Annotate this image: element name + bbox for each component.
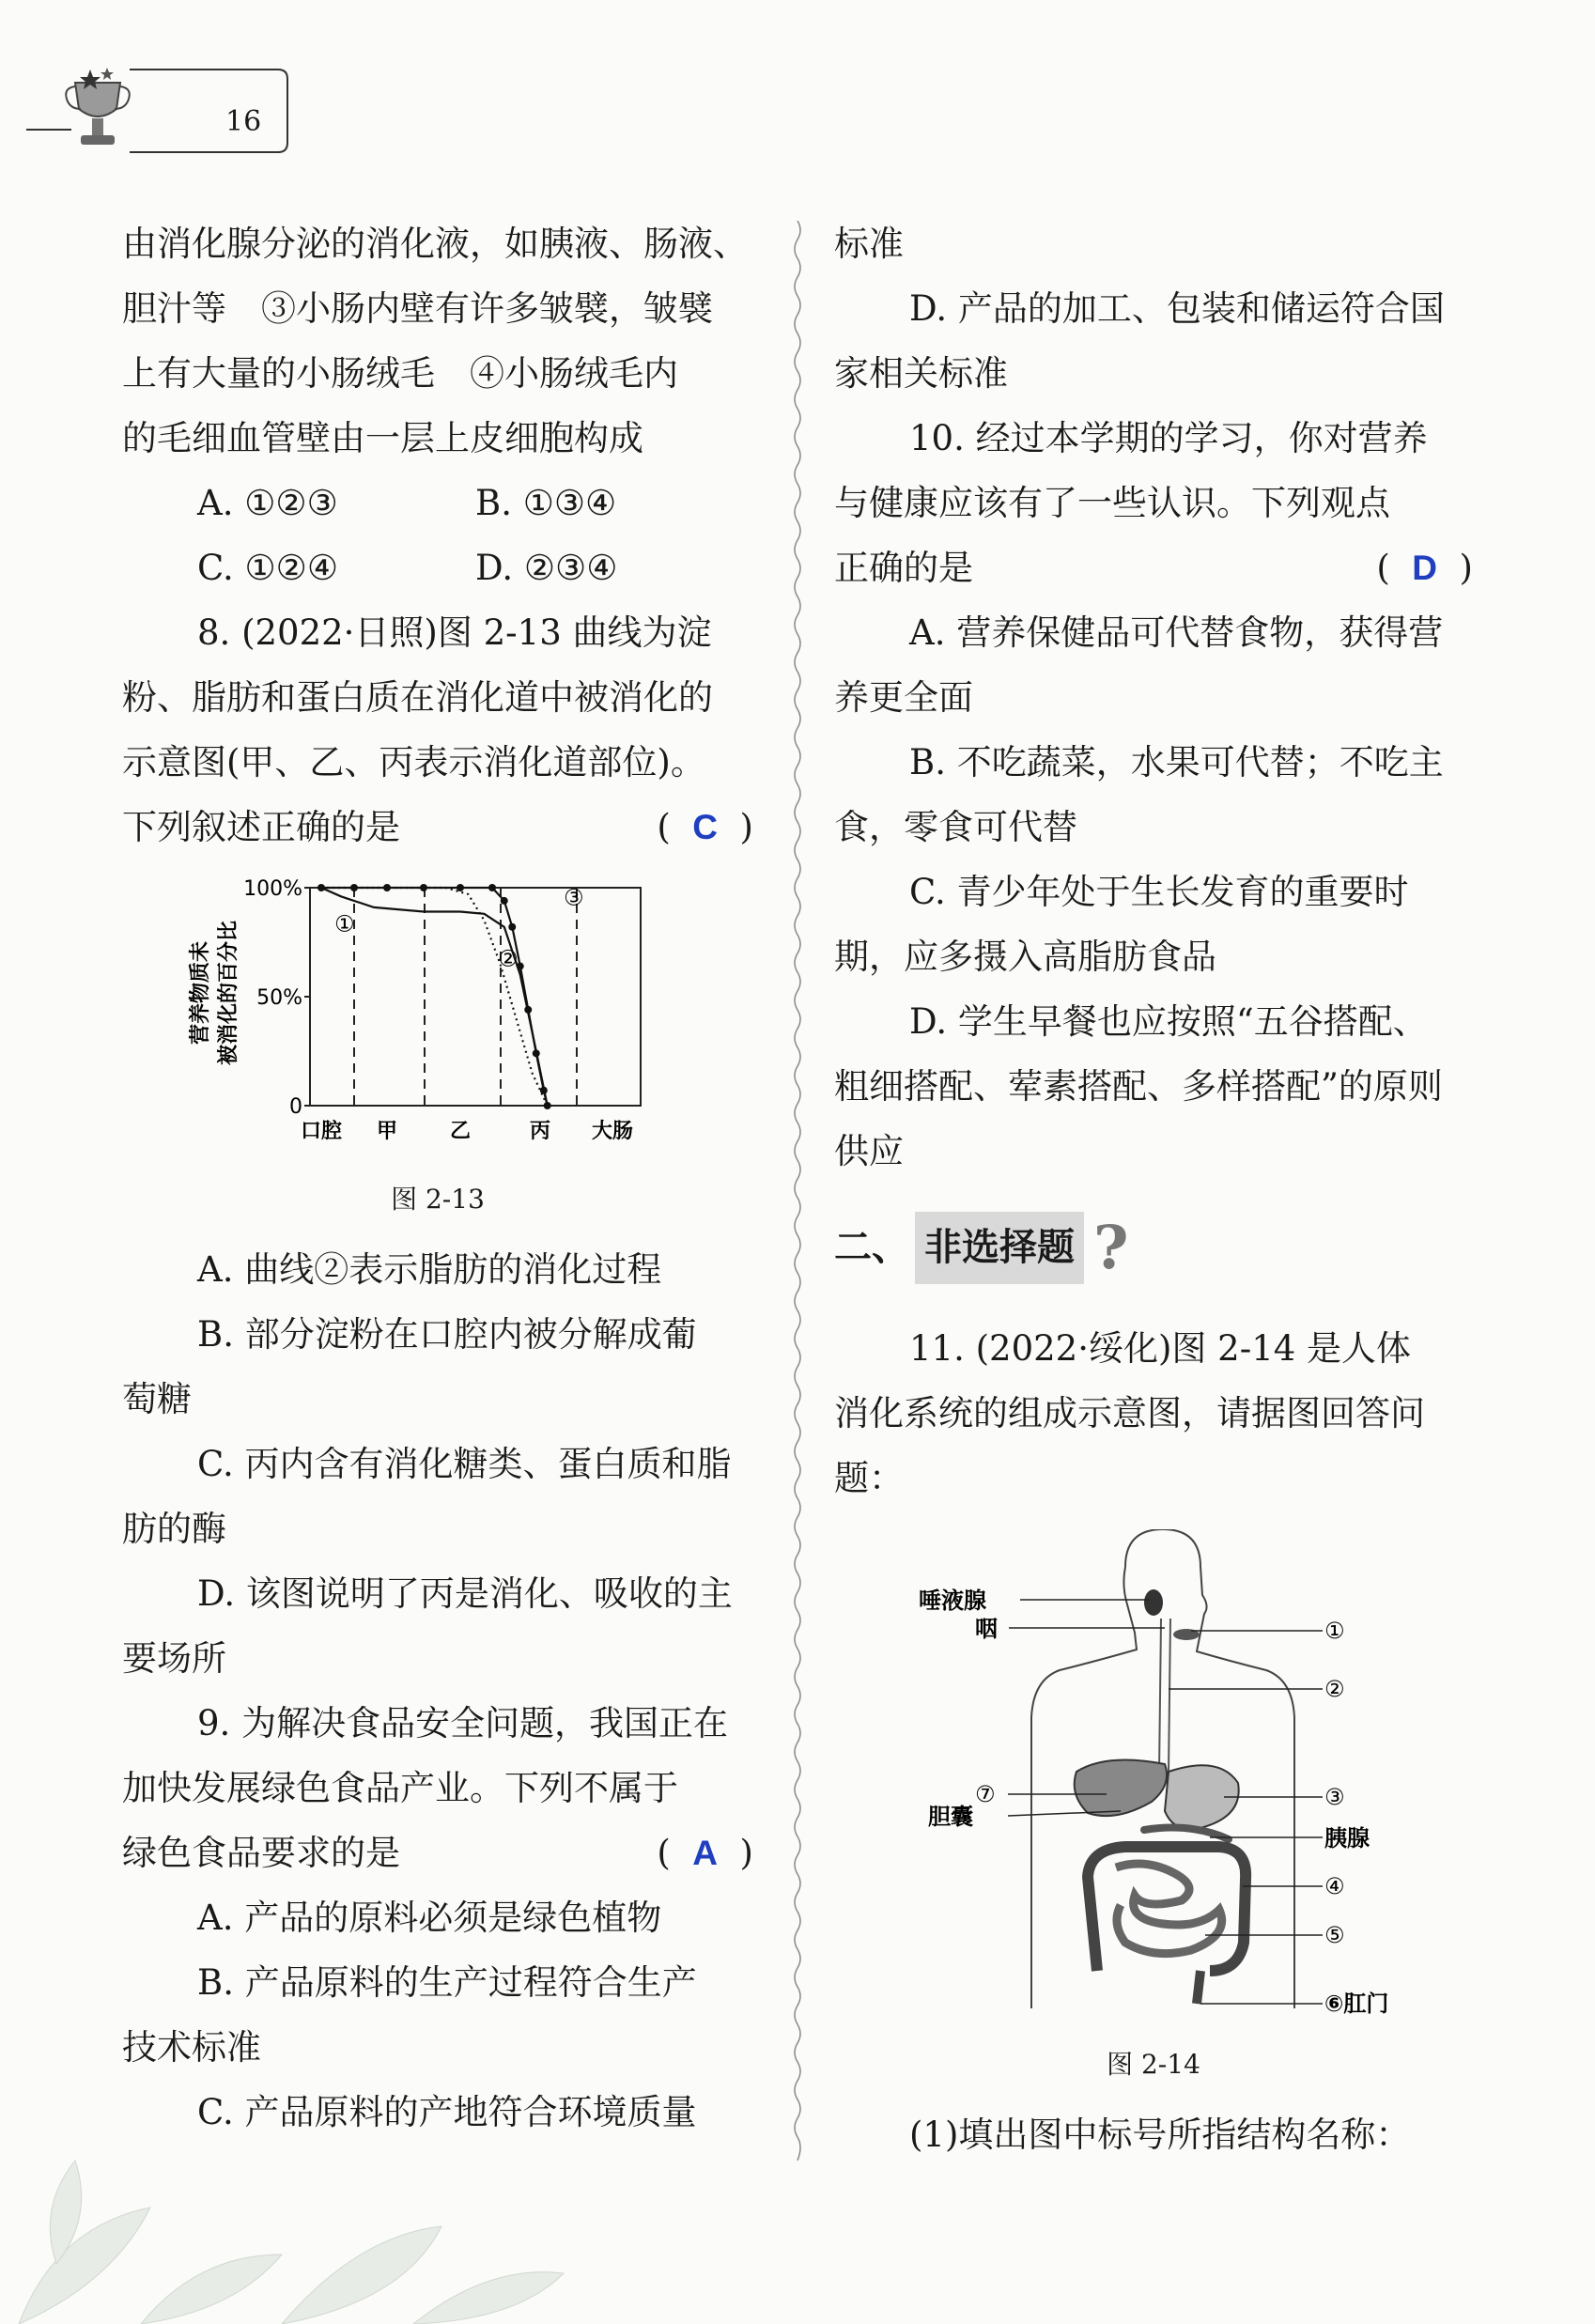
q9-option-b: B. 产品原料的生产过程符合生产 [197,1962,697,2003]
series-point [317,884,325,891]
label-salivary: 唾液腺 [919,1588,986,1614]
q10-option-a-cont: 养更全面 [834,677,973,718]
q8-option-c-cont: 肪的酶 [122,1509,226,1549]
q7-option-b: B. ①③④ [475,483,617,523]
label-3: ③ [1324,1784,1345,1810]
q7-options-row [122,471,753,535]
q8-option-c: C. 丙内含有消化糖类、蛋白质和脂 [197,1444,732,1484]
q10-answer: D [1412,549,1438,587]
q8-stem-last: 下列叙述正确的是 [122,807,400,847]
section-number: 二、 [834,1226,909,1269]
leaf-decoration [0,2151,582,2324]
series-point [457,884,464,891]
label-gallbladder: 胆囊 [928,1804,973,1830]
q8-option-b-cont: 萄糖 [122,1379,192,1419]
series-label: ② [498,945,519,972]
chart-frame [310,888,641,1106]
q9-answer-row [122,1820,753,1885]
chart-ylabel-line: 被消化的百分比 [217,920,240,1066]
label-4: ④ [1324,1873,1345,1899]
series-label: ① [334,910,355,937]
small-intestine [1116,1864,1222,1954]
q8-option-a: A. 曲线②表示脂肪的消化过程 [197,1249,662,1290]
series-line-2 [321,888,548,1106]
series-label: ③ [564,884,584,911]
label-6: ⑥肛门 [1324,1991,1389,2017]
q10-option-a: A. 营养保健品可代替食物，获得营 [909,612,1444,653]
chart-ylabel-line: 营养物质未 [189,940,212,1046]
label-5: ⑤ [1324,1922,1345,1948]
q9-option-a: A. 产品的原料必须是绿色植物 [197,1898,662,1938]
salivary-gland [1144,1589,1163,1616]
left-column [122,211,753,2145]
q11-subquestion-1: (1)填出图中标号所指结构名称： [909,2115,1411,2155]
page-number: 16 [225,105,262,138]
y-tick-label: 50% [256,986,302,1010]
q10-answer-paren: ( D ) [1376,548,1473,588]
question-mark-icon: ? [1093,1213,1129,1283]
q9-stem-line: 加快发展绿色食品产业。下列不属于 [122,1768,678,1808]
q9-option-c-cont: 标准 [834,224,904,264]
x-category-label: 大肠 [591,1120,634,1143]
x-category-label: 甲 [376,1120,398,1143]
figure-2-14 [919,1529,1473,2038]
figure-2-13-caption: 图 2-13 [391,1184,485,1215]
liver [1075,1760,1167,1817]
q10-stem-last: 正确的是 [834,548,973,588]
figure-2-13 [178,871,753,1173]
q10-option-b: B. 不吃蔬菜，水果可代替；不吃主 [909,742,1444,782]
q8-answer: C [692,808,719,846]
q10-option-d: D. 学生早餐也应按照“五谷搭配、 [909,1001,1428,1042]
series-point [488,884,496,891]
q8-option-d: D. 该图说明了丙是消化、吸收的主 [197,1573,733,1614]
q11-stem-line: 题： [834,1458,904,1498]
series-point [420,884,427,891]
label-pharynx: 咽 [975,1616,998,1642]
q7-option-a: A. ①②③ [197,483,338,523]
q9-option-d-cont: 家相关标准 [834,353,1008,394]
q9-answer: A [692,1834,719,1872]
section-title: 非选择题 [915,1212,1084,1284]
digestive-system-diagram [919,1529,1407,2018]
series-point [501,897,508,905]
q11-stem-line: 11. (2022·绥化)图 2-14 是人体 [909,1328,1412,1369]
q9-option-b-cont: 技术标准 [122,2027,261,2068]
q9-stem-line: 9. 为解决食品安全问题，我国正在 [197,1703,729,1743]
label-7: ⑦ [975,1781,996,1807]
label-1: ① [1324,1618,1345,1644]
series-point [508,923,516,931]
column-divider [791,221,804,2161]
label-2: ② [1324,1676,1345,1702]
q10-stem-line: 与健康应该有了一些认识。下列观点 [834,483,1390,523]
q8-answer-paren: ( C ) [657,807,753,847]
q10-option-c: C. 青少年处于生长发育的重要时 [909,872,1409,912]
figure-2-14-caption: 图 2-14 [1107,2049,1200,2080]
series-point [540,1087,548,1094]
q9-answer-paren: ( A ) [657,1833,753,1873]
q10-option-b-cont: 食，零食可代替 [834,807,1077,847]
q9-stem-last: 绿色食品要求的是 [122,1833,400,1873]
digestion-chart [178,871,705,1153]
q8-stem-line: 粉、脂肪和蛋白质在消化道中被消化的 [122,677,713,718]
q7-line: 胆汁等 ③小肠内壁有许多皱襞，皱襞 [122,288,713,329]
q10-answer-row [834,535,1473,600]
q8-option-d-cont: 要场所 [122,1638,226,1679]
series-point [383,884,391,891]
q7-line: 的毛细血管壁由一层上皮细胞构成 [122,418,643,458]
q10-option-d-cont: 供应 [834,1131,904,1171]
right-column [834,211,1473,2167]
q10-stem-line: 10. 经过本学期的学习，你对营养 [909,418,1428,458]
x-category-label: 丙 [529,1120,551,1143]
q8-option-b: B. 部分淀粉在口腔内被分解成葡 [197,1314,697,1355]
series-point [533,1049,540,1057]
y-tick-label: 0 [289,1095,302,1119]
x-category-label: 乙 [449,1120,472,1143]
q8-stem-line: 示意图(甲、乙、丙表示消化道部位)。 [122,742,705,782]
trophy-icon [66,68,130,145]
rectum [1197,1971,1200,2004]
series-point [524,1006,532,1014]
q7-options-row [122,535,753,600]
series-line-1 [321,888,548,1106]
chart-ylabel [188,921,240,1065]
y-tick-label: 100% [243,877,302,901]
label-pancreas: 胰腺 [1324,1825,1370,1851]
q11-stem-line: 消化系统的组成示意图，请据图回答问 [834,1393,1425,1433]
q8-answer-row [122,795,753,860]
q8-stem-line: 8. (2022·日照)图 2-13 曲线为淀 [197,612,712,653]
esophagus [1159,1619,1170,1774]
q7-line: 由消化腺分泌的消化液，如胰液、肠液、 [122,224,748,264]
q7-option-d: D. ②③④ [475,548,618,588]
header-bracket [130,70,287,152]
series-point [350,884,358,891]
q10-option-d-cont: 粗细搭配、荤素搭配、多样搭配”的原则 [834,1066,1443,1107]
q9-option-d: D. 产品的加工、包装和储运符合国 [909,288,1445,329]
q7-option-c: C. ①②④ [197,548,339,588]
q7-line: 上有大量的小肠绒毛 ④小肠绒毛内 [122,353,678,394]
header-decoration [26,66,308,160]
q10-option-c-cont: 期，应多摄入高脂肪食品 [834,937,1216,977]
q9-option-c: C. 产品原料的产地符合环境质量 [197,2092,697,2132]
series-point [544,1102,551,1109]
section-heading [834,1212,1473,1284]
x-category-label: 口腔 [300,1120,343,1143]
series-line-3 [321,888,548,1106]
